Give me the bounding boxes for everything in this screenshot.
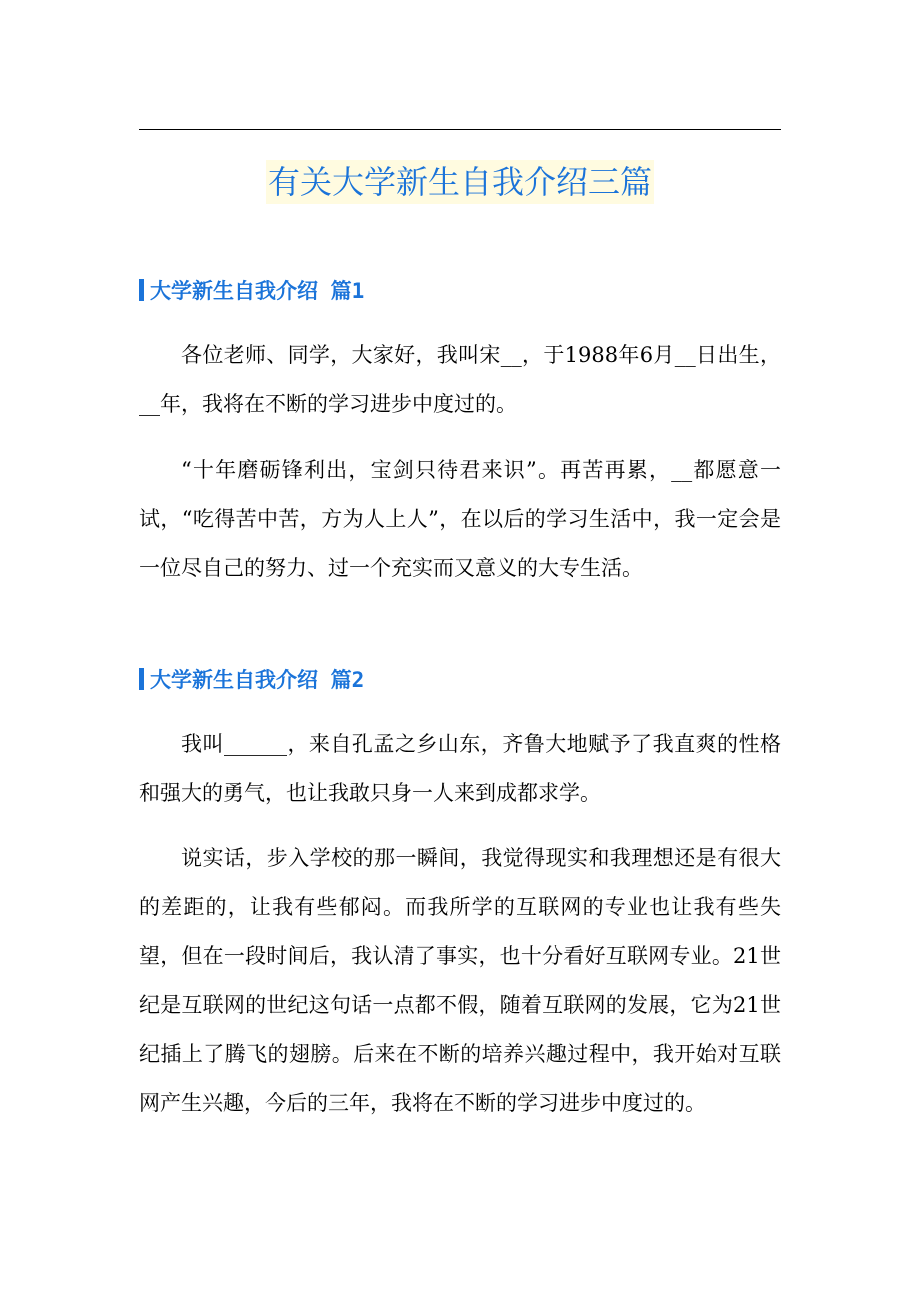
- document-title: 有关大学新生自我介绍三篇: [266, 160, 654, 204]
- section-2-paragraph-1: 我叫______，来自孔孟之乡山东，齐鲁大地赋予了我直爽的性格和强大的勇气，也让我敢只身一人来到成都求学。: [139, 732, 781, 805]
- section-2-paragraph-2: 说实话，步入学校的那一瞬间，我觉得现实和我理想还是有很大的差距的，让我有些郁闷。而我所学的互联网的专业也让我有些失望，但在一段时间后，我认清了事实，也十分看好互联网专业。21世纪是互联网的世纪这句话一点都不假，随着互联网的发展，它为21世纪插上了腾飞的翅膀。后来在不断的培养兴趣过程中，我开始对互联网产生兴趣，今后的三年，我将在不断的学习进步中度过的。: [139, 846, 781, 1115]
- section-1-paragraph-2: “十年磨砺锋利出，宝剑只待君来识”。再苦再累，__都愿意一试，“吃得苦中苦，方为人上人”，在以后的学习生活中，我一定会是一位尽自己的努力、过一个充实而又意义的大专生活。: [139, 458, 781, 580]
- section-1-paragraph-1: 各位老师、同学，大家好，我叫宋__，于1988年6月__日出生，__年，我将在不断的学习进步中度过的。: [139, 343, 781, 416]
- heading-marker-icon: [139, 279, 144, 301]
- section-heading-2: [139, 664, 364, 694]
- section-heading-2-text: 大学新生自我介绍 篇2: [150, 668, 365, 692]
- section-heading-1: [139, 275, 364, 305]
- header-rule: [139, 129, 781, 130]
- heading-marker-icon: [139, 668, 144, 690]
- section-heading-1-text: 大学新生自我介绍 篇1: [150, 279, 365, 303]
- title-block: [0, 160, 920, 204]
